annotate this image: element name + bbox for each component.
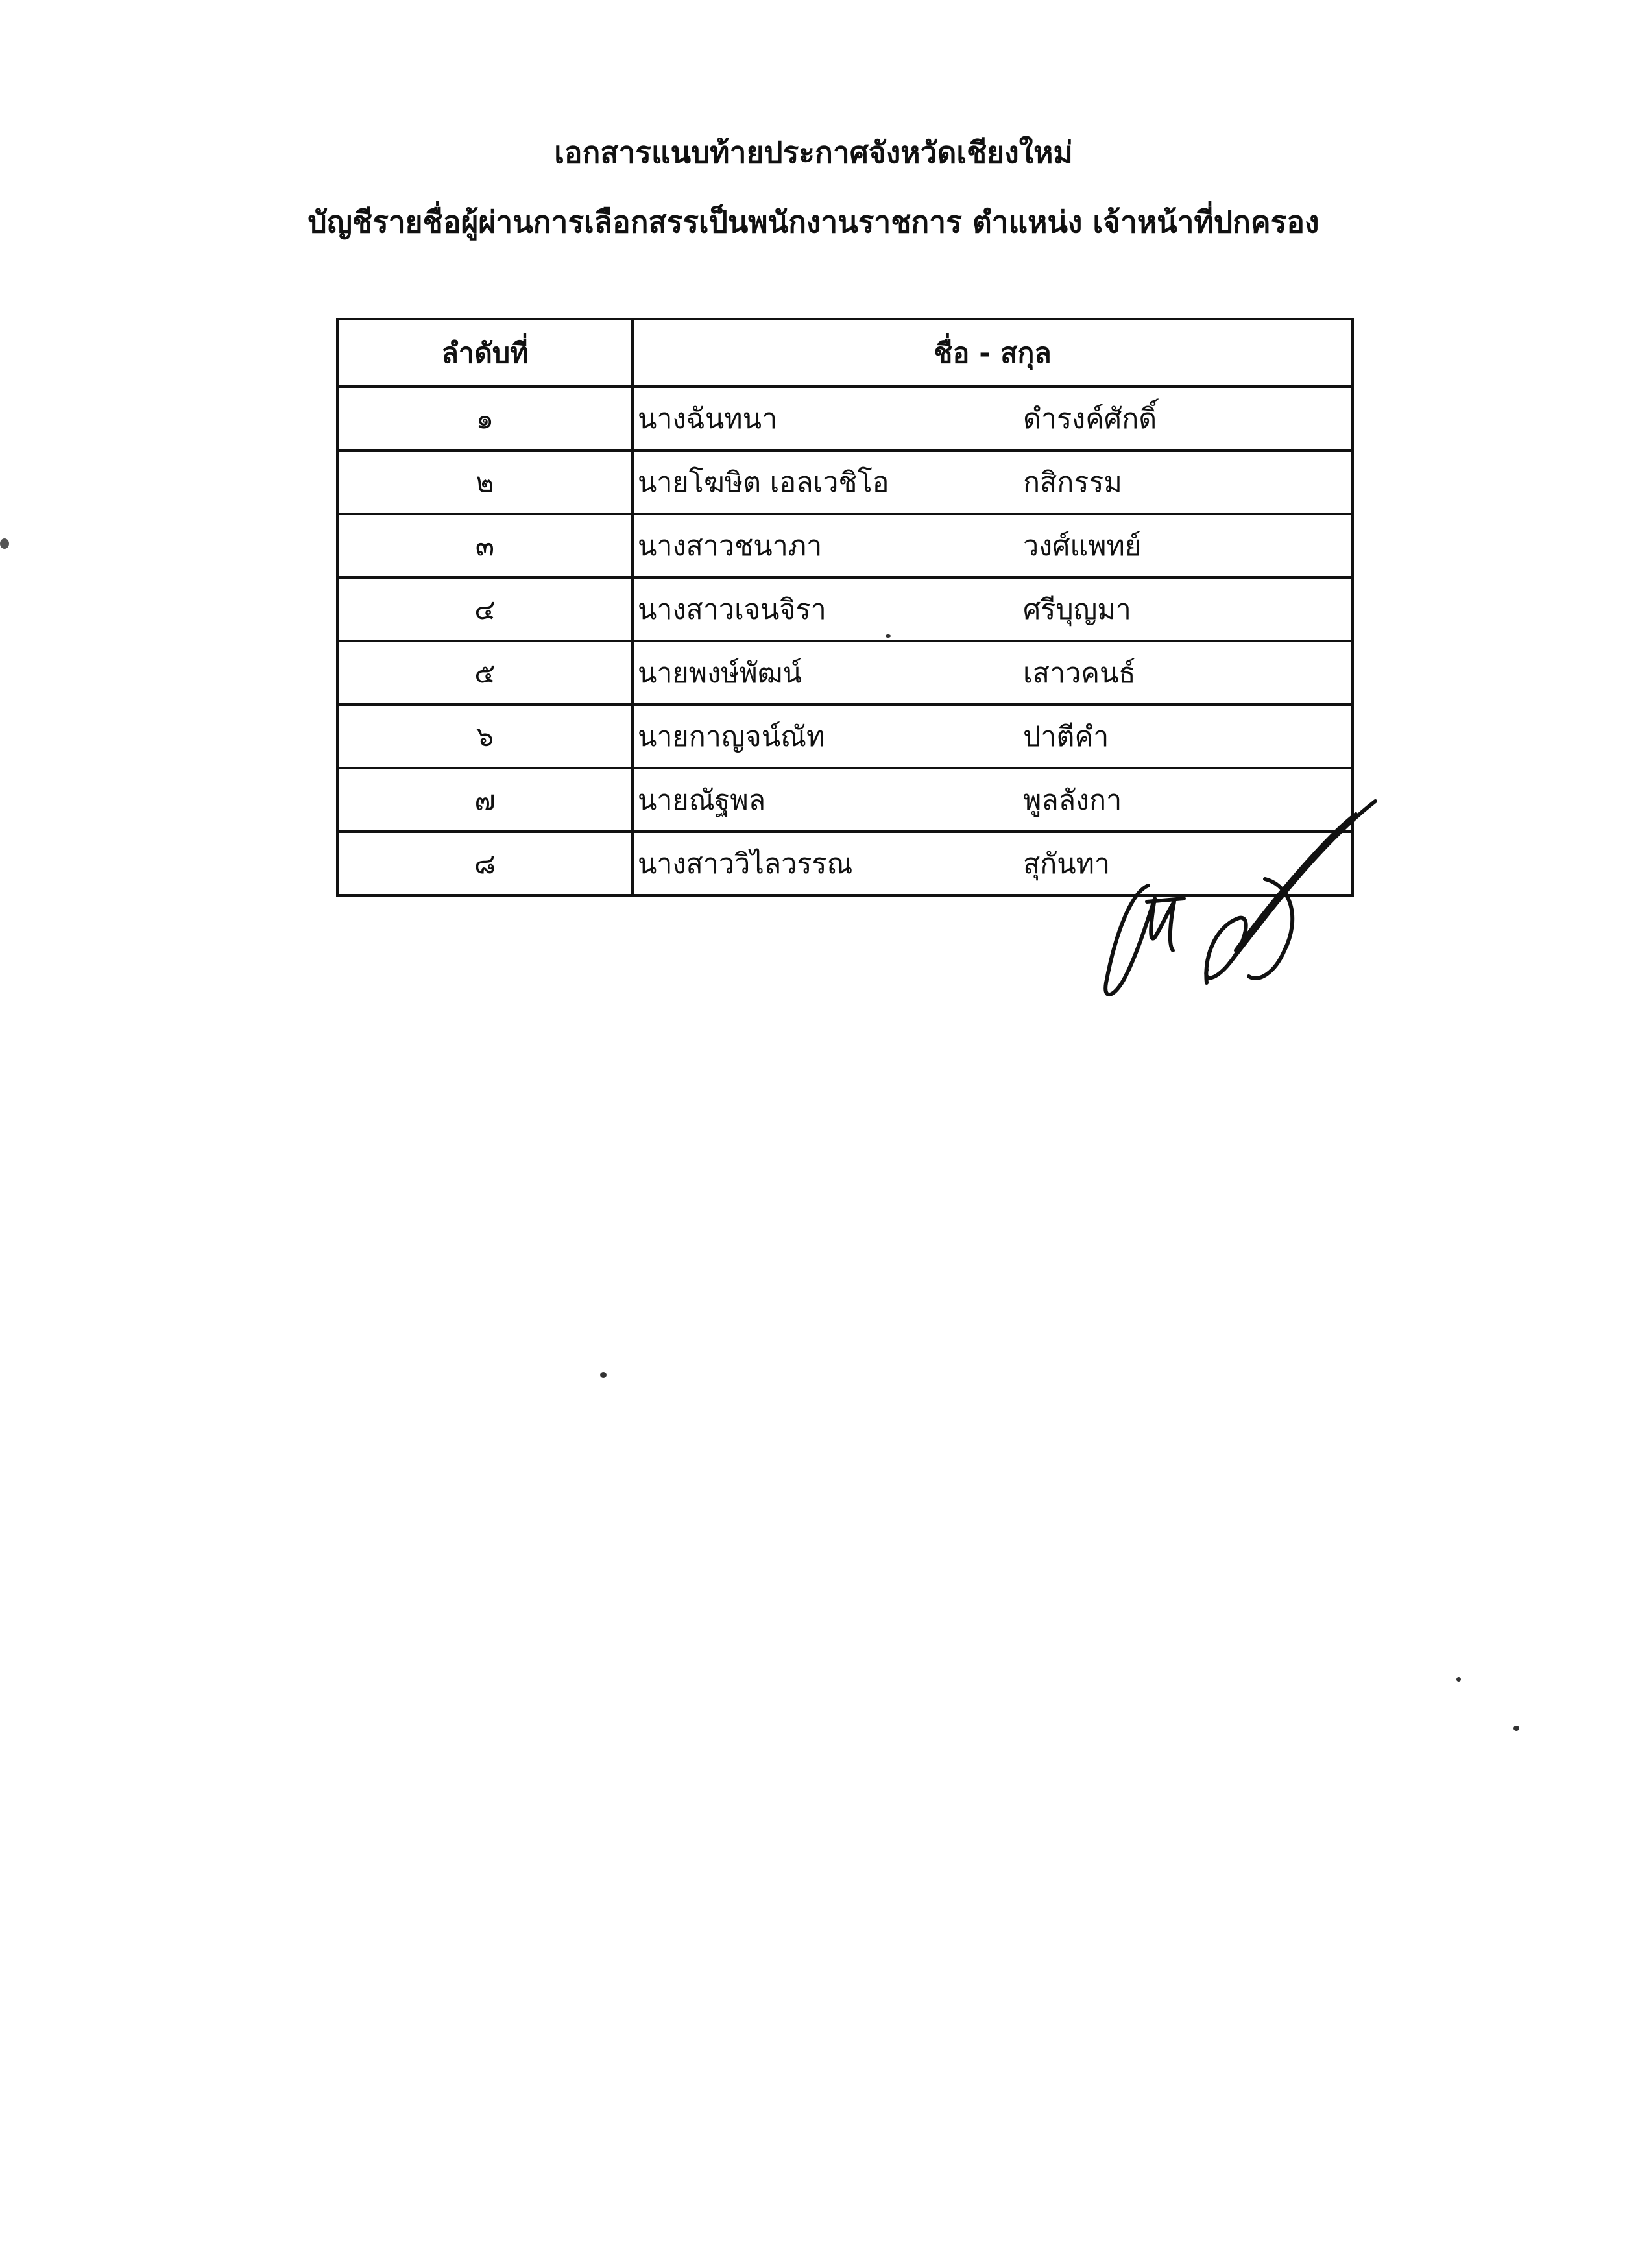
column-header-order: ลำดับที่ xyxy=(337,319,633,387)
first-name: นายโฆษิต เอลเวชิโอ xyxy=(638,466,889,499)
table-row xyxy=(337,387,1353,450)
column-header-name: ชื่อ - สกุล xyxy=(633,319,1353,387)
first-name: นายณัฐพล xyxy=(638,784,766,817)
row-fullname xyxy=(633,387,1353,450)
row-number: ๘ xyxy=(337,832,633,895)
last-name: สุกันทา xyxy=(1023,848,1111,880)
document-subtitle: บัญชีรายชื่อผู้ผ่านการเลือกสรรเป็นพนักงานราชการ ตำแหน่ง เจ้าหน้าที่ปกครอง xyxy=(307,204,1320,239)
document-title: เอกสารแนบท้ายประกาศจังหวัดเชียงใหม่ xyxy=(554,135,1073,170)
last-name: กสิกรรม xyxy=(1023,466,1122,499)
row-fullname xyxy=(633,577,1353,641)
first-name: นางสาววิไลวรรณ xyxy=(638,848,853,880)
handwritten-signature xyxy=(1070,788,1382,1015)
last-name: เสาวคนธ์ xyxy=(1023,657,1136,690)
table-row xyxy=(337,641,1353,705)
scan-speck xyxy=(600,1372,607,1378)
table-row xyxy=(337,577,1353,641)
table-header-row xyxy=(337,319,1353,387)
first-name: นางสาวเจนจิรา xyxy=(638,594,826,626)
last-name: ศรีบุญมา xyxy=(1023,594,1131,626)
row-fullname xyxy=(633,705,1353,768)
table-row xyxy=(337,705,1353,768)
scan-speck xyxy=(0,538,9,549)
first-name: นายกาญจน์ณัท xyxy=(638,721,825,753)
row-fullname xyxy=(633,450,1353,514)
last-name: ปาตีคำ xyxy=(1023,721,1109,753)
scan-speck xyxy=(886,634,891,638)
row-number: ๒ xyxy=(337,450,633,514)
table-row xyxy=(337,514,1353,577)
last-name: วงศ์แพทย์ xyxy=(1023,530,1142,562)
last-name: ดำรงค์ศักดิ์ xyxy=(1023,403,1157,435)
row-number: ๕ xyxy=(337,641,633,705)
row-number: ๔ xyxy=(337,577,633,641)
row-number: ๖ xyxy=(337,705,633,768)
row-number: ๑ xyxy=(337,387,633,450)
table-row xyxy=(337,450,1353,514)
scan-speck xyxy=(1456,1677,1461,1682)
first-name: นางฉันทนา xyxy=(638,403,778,435)
row-fullname xyxy=(633,514,1353,577)
row-number: ๓ xyxy=(337,514,633,577)
first-name: นายพงษ์พัฒน์ xyxy=(638,657,802,690)
row-fullname xyxy=(633,641,1353,705)
last-name: พูลลังกา xyxy=(1023,784,1122,817)
scan-speck xyxy=(1513,1726,1519,1731)
first-name: นางสาวชนาภา xyxy=(638,530,823,562)
row-number: ๗ xyxy=(337,768,633,832)
